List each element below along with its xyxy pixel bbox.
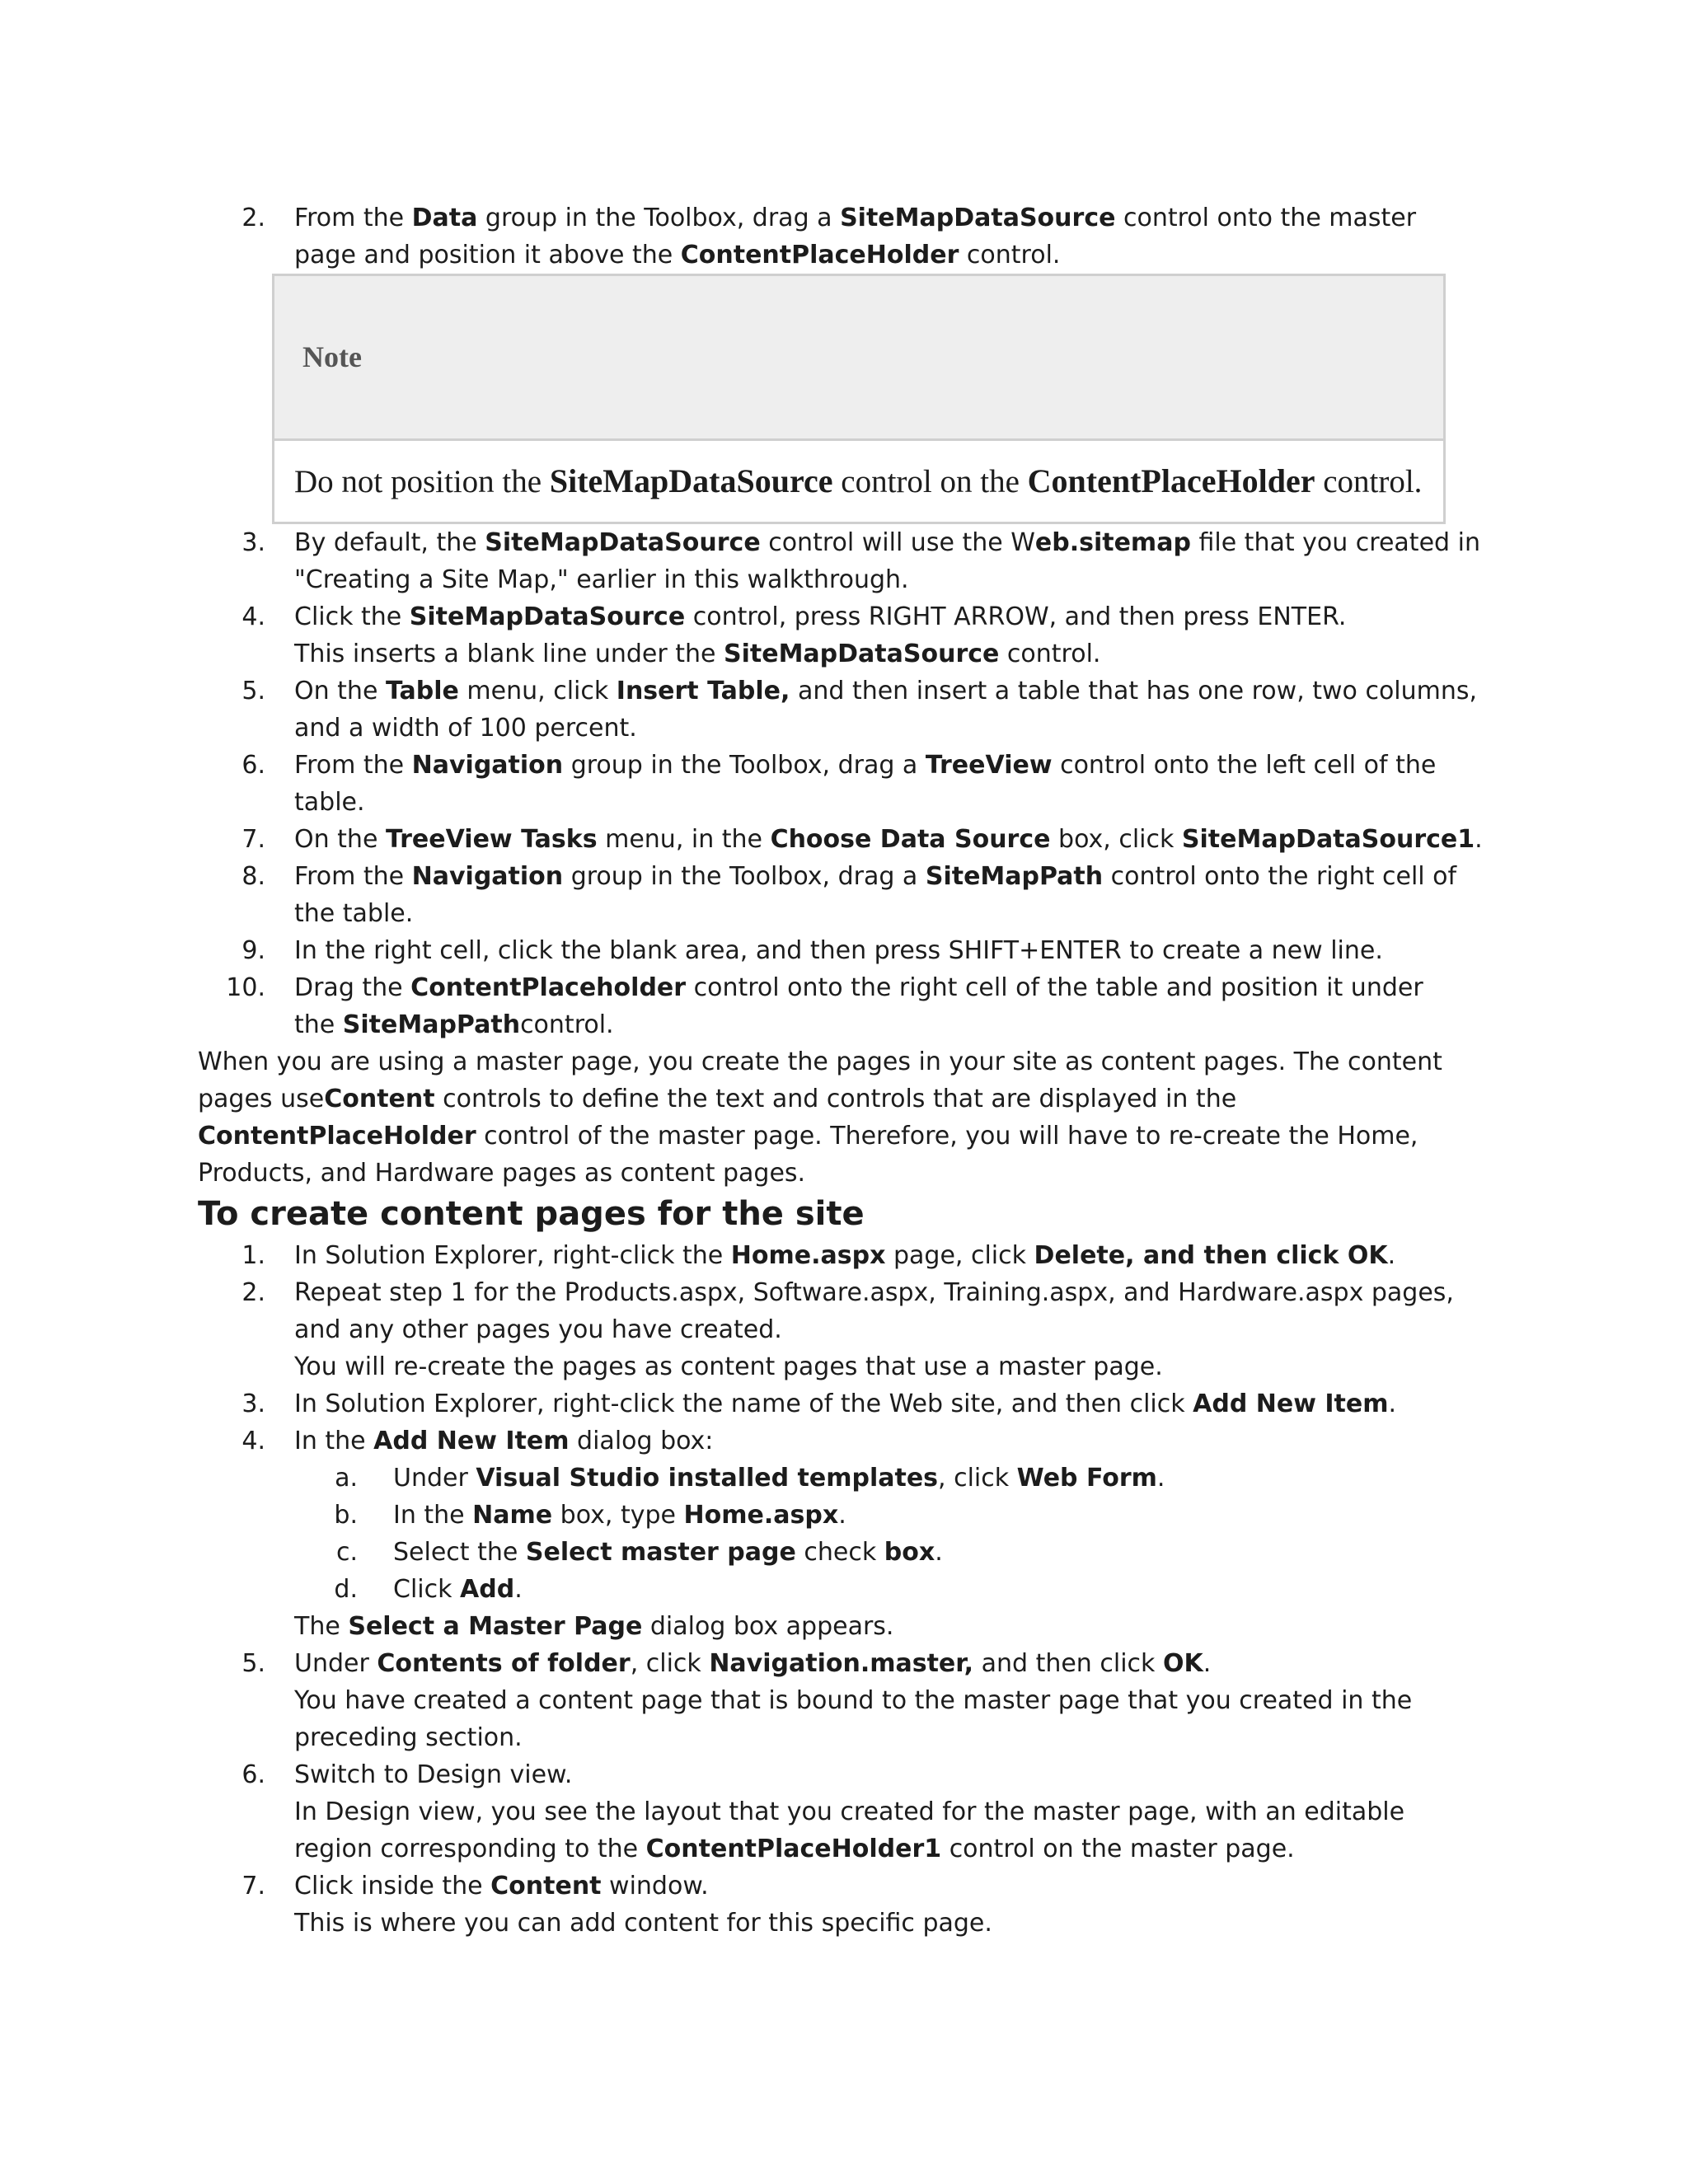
bold-text: SiteMapPath bbox=[925, 862, 1104, 891]
sub-list-item bbox=[198, 1497, 1484, 1534]
text: page, click bbox=[885, 1241, 1034, 1270]
text: In Solution Explorer, right-click the name of the Web site, and then click bbox=[294, 1390, 1193, 1418]
list-item bbox=[198, 1385, 1484, 1422]
bold-text: SiteMapDataSource bbox=[485, 528, 761, 557]
list-item bbox=[198, 932, 1484, 969]
text: check bbox=[795, 1538, 884, 1567]
list-number: 7. bbox=[241, 825, 265, 854]
list-item bbox=[198, 598, 1484, 635]
list-number: 4. bbox=[241, 602, 265, 631]
list-number: 2. bbox=[241, 1278, 265, 1307]
text: . bbox=[1475, 825, 1483, 854]
section-heading: To create content pages for the site bbox=[198, 1195, 865, 1233]
text: From the bbox=[294, 204, 412, 232]
list-item-continuation bbox=[198, 1348, 1484, 1385]
list-item bbox=[198, 524, 1484, 598]
list-number: 3. bbox=[241, 528, 265, 557]
text: control will use the W bbox=[760, 528, 1035, 557]
text: By default, the bbox=[294, 528, 485, 557]
text: Under bbox=[294, 1649, 377, 1678]
text: Click bbox=[393, 1575, 461, 1604]
bold-text: Select a Master Page bbox=[348, 1612, 643, 1641]
list-number: 1. bbox=[241, 1241, 265, 1270]
text: control onto the left cell of the table. bbox=[294, 751, 1437, 817]
list-number: 2. bbox=[241, 204, 265, 232]
text: . bbox=[838, 1501, 846, 1530]
text: Click inside the bbox=[294, 1872, 491, 1900]
text: Under bbox=[393, 1464, 476, 1493]
bold-text: Data bbox=[411, 204, 478, 232]
text: Switch to Design view. bbox=[294, 1760, 573, 1789]
text: , click bbox=[630, 1649, 710, 1678]
bold-text: Navigation bbox=[411, 751, 564, 780]
bold-text: Content bbox=[324, 1085, 435, 1113]
text: the bbox=[294, 1010, 343, 1039]
bold-text: SiteMapDataSource bbox=[724, 640, 1000, 668]
list-number: 7. bbox=[241, 1872, 265, 1900]
text: In Design view, you see the layout that you created for the master page, with an editable region corresponding to the bbox=[294, 1797, 1405, 1863]
list-number: 10. bbox=[226, 973, 265, 1002]
text: control, press RIGHT ARROW, and then press ENTER. bbox=[685, 602, 1347, 631]
list-item bbox=[198, 1274, 1484, 1348]
list-number: 6. bbox=[241, 1760, 265, 1789]
bold-text: ContentPlaceholder bbox=[410, 973, 687, 1002]
bold-text: Home.aspx bbox=[683, 1501, 839, 1530]
text: control. bbox=[959, 241, 1061, 269]
bold-text: SiteMapDataSource bbox=[840, 204, 1116, 232]
text: control onto the right cell of the table and position it under bbox=[686, 973, 1423, 1002]
list-item bbox=[198, 821, 1484, 858]
text: menu, click bbox=[458, 677, 617, 705]
text: Click the bbox=[294, 602, 410, 631]
text: Do not position the bbox=[294, 464, 550, 499]
bold-text: Select master page bbox=[525, 1538, 796, 1567]
list-item bbox=[198, 858, 1484, 932]
bold-text: Contents of folder bbox=[377, 1649, 631, 1678]
text: controls to define the text and controls that are displayed in the bbox=[434, 1085, 1237, 1113]
list-item bbox=[198, 1645, 1484, 1682]
bold-text: Web Form bbox=[1016, 1464, 1157, 1493]
bold-text: SiteMapDataSource1 bbox=[1181, 825, 1475, 854]
bold-text: Name bbox=[472, 1501, 553, 1530]
bold-text: ContentPlaceHolder bbox=[680, 241, 959, 269]
text: and then insert a table that has one row, two columns, and a width of 100 percent. bbox=[294, 677, 1478, 743]
list-number: 3. bbox=[241, 1390, 265, 1418]
text: The bbox=[294, 1612, 349, 1641]
list-item bbox=[198, 1422, 1484, 1460]
bold-text: ContentPlaceHolder1 bbox=[645, 1835, 942, 1863]
sub-list-item bbox=[198, 1571, 1484, 1608]
text: In Solution Explorer, right-click the bbox=[294, 1241, 731, 1270]
list-item bbox=[198, 199, 1484, 274]
bold-text: OK bbox=[1162, 1649, 1203, 1678]
text: control. bbox=[1315, 464, 1423, 499]
document-content bbox=[198, 199, 1484, 1942]
text: . bbox=[935, 1538, 943, 1567]
text: . bbox=[1203, 1649, 1212, 1678]
text: From the bbox=[294, 751, 412, 780]
bold-text: SiteMapDataSource bbox=[549, 462, 833, 499]
text: In the bbox=[393, 1501, 473, 1530]
text: control onto the master page and position it above the bbox=[294, 204, 1417, 269]
text: control. bbox=[520, 1010, 614, 1039]
list-number: 4. bbox=[241, 1427, 265, 1455]
text: . bbox=[514, 1575, 523, 1604]
text: menu, in the bbox=[597, 825, 771, 854]
text: Repeat step 1 for the Products.aspx, Software.aspx, Training.aspx, and Hardware.aspx pages, and any other pages you have created. bbox=[294, 1278, 1454, 1344]
text: group in the Toolbox, drag a bbox=[563, 751, 926, 780]
text: In the bbox=[294, 1427, 374, 1455]
text: Drag the bbox=[294, 973, 411, 1002]
sub-list-letter: b. bbox=[334, 1501, 358, 1530]
bold-text: Table bbox=[385, 677, 459, 705]
text: You have created a content page that is bound to the master page that you created in the preceding section. bbox=[294, 1686, 1413, 1752]
text: dialog box: bbox=[569, 1427, 714, 1455]
note-body bbox=[274, 441, 1443, 522]
text: You will re-create the pages as content pages that use a master page. bbox=[294, 1352, 1163, 1381]
list-number: 5. bbox=[241, 1649, 265, 1678]
bold-text: ContentPlaceHolder bbox=[1027, 462, 1315, 499]
list-number: 6. bbox=[241, 751, 265, 780]
bold-text: Add bbox=[460, 1575, 515, 1604]
list-number: 5. bbox=[241, 677, 265, 705]
list-item-continuation bbox=[198, 1608, 1484, 1645]
text: From the bbox=[294, 862, 412, 891]
text: In the right cell, click the blank area, and then press SHIFT+ENTER to create a new line. bbox=[294, 936, 1383, 965]
text: box, click bbox=[1050, 825, 1182, 854]
note-box bbox=[272, 274, 1446, 524]
bold-text: Content bbox=[490, 1872, 602, 1900]
list-item bbox=[198, 969, 1484, 1006]
text: This inserts a blank line under the bbox=[294, 640, 724, 668]
list-item-continuation bbox=[198, 1006, 1484, 1043]
bold-text: Home.aspx bbox=[730, 1241, 886, 1270]
text: This is where you can add content for this specific page. bbox=[294, 1909, 992, 1938]
list-item-continuation bbox=[198, 635, 1484, 673]
list-item bbox=[198, 1756, 1484, 1793]
text: Select the bbox=[393, 1538, 526, 1567]
bold-text: SiteMapDataSource bbox=[409, 602, 686, 631]
text: control on the bbox=[832, 464, 1028, 499]
bold-text: ContentPlaceHolder bbox=[198, 1122, 476, 1151]
sub-list-item bbox=[198, 1534, 1484, 1571]
bold-text: Navigation.master, bbox=[709, 1649, 974, 1678]
list-item-continuation bbox=[198, 1905, 1484, 1942]
bold-text: Visual Studio installed templates bbox=[476, 1464, 939, 1493]
text: On the bbox=[294, 677, 386, 705]
text: On the bbox=[294, 825, 386, 854]
text: control. bbox=[999, 640, 1101, 668]
bold-text: box bbox=[884, 1538, 935, 1567]
bold-text: SiteMapPath bbox=[342, 1010, 521, 1039]
sub-list-letter: a. bbox=[335, 1464, 358, 1493]
list-number: 8. bbox=[241, 862, 265, 891]
sub-list-letter: d. bbox=[334, 1575, 358, 1604]
text: and then click bbox=[973, 1649, 1163, 1678]
bold-text: eb.sitemap bbox=[1034, 528, 1191, 557]
text: control on the master page. bbox=[941, 1835, 1295, 1863]
bold-text: Add New Item bbox=[373, 1427, 570, 1455]
bold-text: Choose Data Source bbox=[770, 825, 1051, 854]
text: window. bbox=[601, 1872, 709, 1900]
body-paragraph bbox=[198, 1043, 1484, 1192]
list-item-continuation bbox=[198, 1682, 1484, 1756]
text: . bbox=[1388, 1390, 1397, 1418]
bold-text: Navigation bbox=[411, 862, 564, 891]
text: control onto the right cell of the table. bbox=[294, 862, 1457, 928]
list-item-continuation bbox=[198, 1793, 1484, 1868]
list-item bbox=[198, 1868, 1484, 1905]
note-heading: Note bbox=[274, 276, 1443, 441]
list-item bbox=[198, 1237, 1484, 1274]
bold-text: Delete, and then click OK bbox=[1034, 1241, 1388, 1270]
text: , click bbox=[938, 1464, 1017, 1493]
text: group in the Toolbox, drag a bbox=[563, 862, 926, 891]
text: When you are using a master page, you create the pages in your site as content pages. The content pages use bbox=[198, 1047, 1442, 1113]
bold-text: Insert Table, bbox=[616, 677, 790, 705]
text: control of the master page. Therefore, you will have to re-create the Home, Products, and Hardware pages as content pages. bbox=[198, 1122, 1418, 1188]
sub-list-item bbox=[198, 1460, 1484, 1497]
text: box, type bbox=[552, 1501, 684, 1530]
text: dialog box appears. bbox=[642, 1612, 894, 1641]
bold-text: TreeView bbox=[925, 751, 1053, 780]
bold-text: Add New Item bbox=[1193, 1390, 1389, 1418]
text: file that you created in "Creating a Site Map," earlier in this walkthrough. bbox=[294, 528, 1480, 594]
text: . bbox=[1156, 1464, 1165, 1493]
list-item bbox=[198, 747, 1484, 821]
sub-list-letter: c. bbox=[335, 1538, 358, 1567]
text: group in the Toolbox, drag a bbox=[477, 204, 841, 232]
text: . bbox=[1387, 1241, 1396, 1270]
bold-text: TreeView Tasks bbox=[385, 825, 598, 854]
list-number: 9. bbox=[241, 936, 265, 965]
list-item bbox=[198, 673, 1484, 747]
